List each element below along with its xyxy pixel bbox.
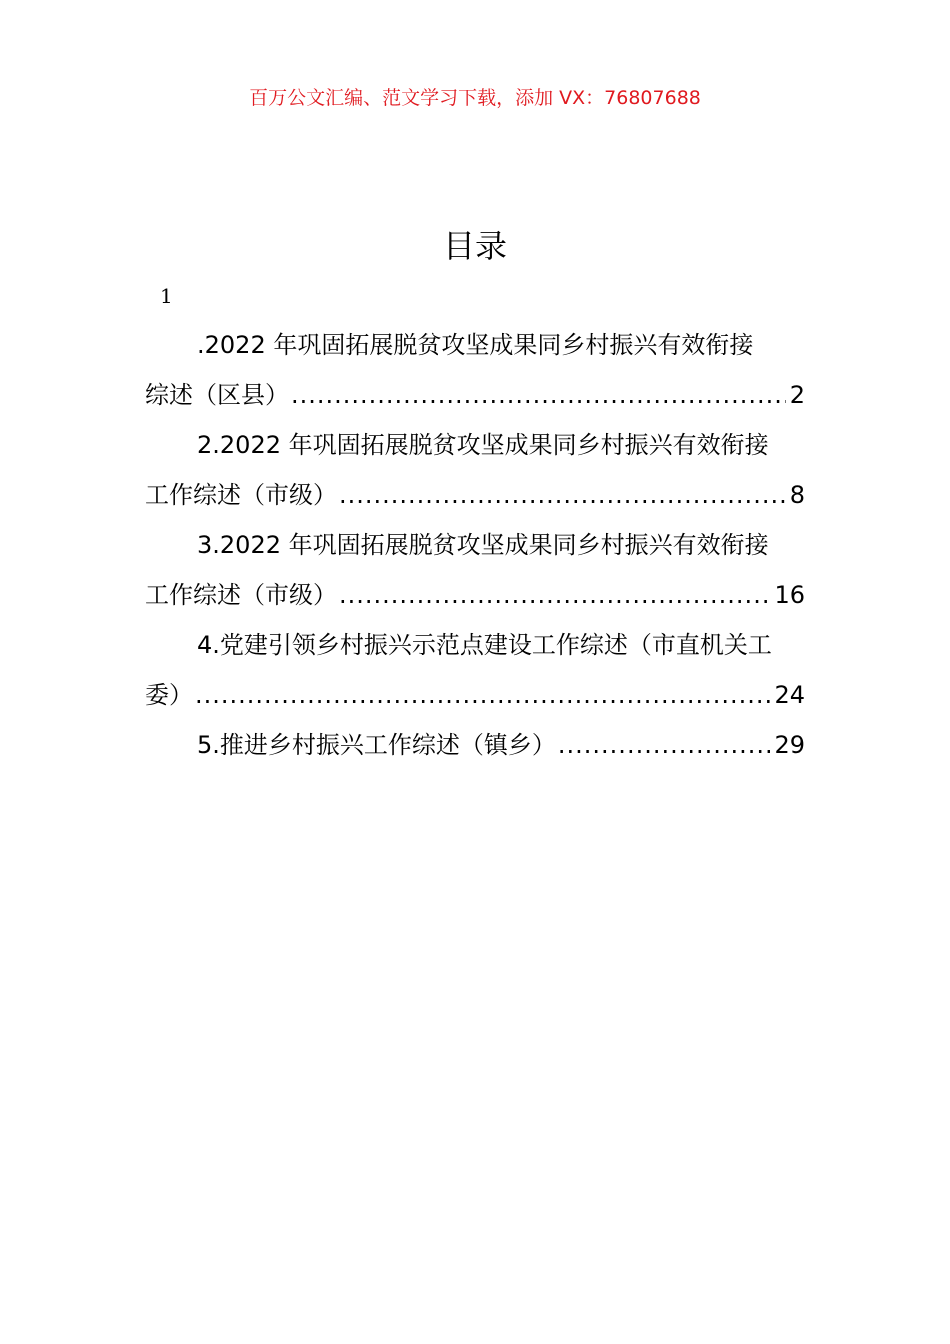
list-number-marker: 1 <box>160 284 173 308</box>
toc-page-number: 2 <box>789 381 805 409</box>
table-of-contents <box>145 320 805 770</box>
toc-entry-title: 5.推进乡村振兴工作综述（镇乡） <box>197 731 556 759</box>
toc-entry-continuation <box>145 570 805 620</box>
toc-entry-title-line: .2022 年巩固拓展脱贫攻坚成果同乡村振兴有效衔接 <box>197 331 754 359</box>
toc-entry-title-line: 4.党建引领乡村振兴示范点建设工作综述（市直机关工 <box>197 631 772 659</box>
toc-entry-1[interactable] <box>145 320 805 420</box>
toc-entry-continuation <box>145 370 805 420</box>
toc-entry-5[interactable] <box>145 720 805 770</box>
header-notice: 百万公文汇编、范文学习下载，添加 VX：76807688 <box>249 87 701 109</box>
toc-page-number: 8 <box>789 481 805 509</box>
toc-page-number: 24 <box>774 681 805 709</box>
toc-entry-title-tail: 委） <box>145 681 193 709</box>
toc-entry-4[interactable] <box>145 620 805 720</box>
toc-entry-continuation <box>145 470 805 520</box>
toc-entry-2[interactable] <box>145 420 805 520</box>
toc-entry-title-line: 3.2022 年巩固拓展脱贫攻坚成果同乡村振兴有效衔接 <box>197 531 769 559</box>
page-title: 目录 <box>442 227 507 265</box>
toc-entry-title-tail: 工作综述（市级） <box>145 481 337 509</box>
toc-page-number: 16 <box>774 581 805 609</box>
toc-entry-line <box>145 720 805 770</box>
dot-leader <box>558 720 771 770</box>
dot-leader <box>291 370 786 420</box>
toc-entry-title-tail: 工作综述（市级） <box>145 581 337 609</box>
dot-leader <box>339 570 770 620</box>
toc-entry-title-tail: 综述（区县） <box>145 381 289 409</box>
toc-page-number: 29 <box>774 731 805 759</box>
toc-entry-title-line: 2.2022 年巩固拓展脱贫攻坚成果同乡村振兴有效衔接 <box>197 431 769 459</box>
toc-entry-continuation <box>145 670 805 720</box>
toc-entry-3[interactable] <box>145 520 805 620</box>
dot-leader <box>339 470 786 520</box>
dot-leader <box>195 670 770 720</box>
